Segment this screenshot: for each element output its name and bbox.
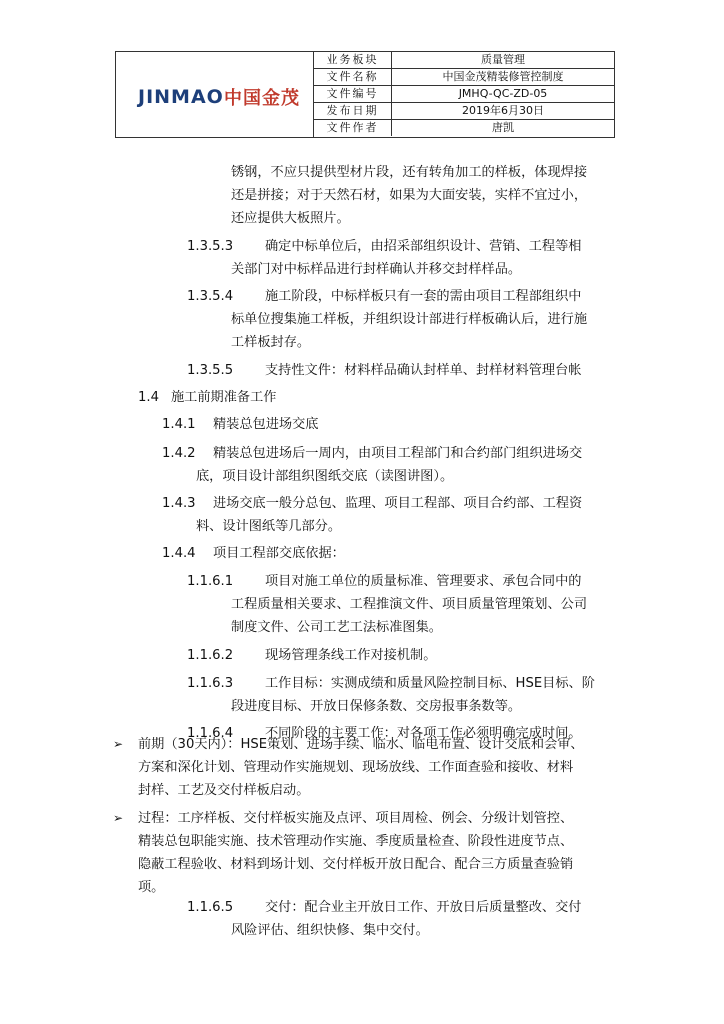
- section-number: 1.1.6.4: [187, 726, 234, 741]
- body-line: 进场交底一般分总包、监理、项目工程部、项目合约部、工程资: [213, 496, 583, 511]
- meta-value: 中国金茂精装修管控制度: [442, 70, 564, 83]
- jinmao-logo-chinese: 中国金茂: [224, 88, 300, 109]
- body-line: 底，项目设计部组织图纸交底（读图讲图）。: [196, 469, 454, 484]
- body-line: 工样板封存。: [231, 335, 311, 350]
- body-line: 关部门对中标样品进行封样确认并移交封样样品。: [231, 262, 522, 277]
- section-number: 1.4.1: [162, 417, 196, 432]
- body-line: 过程：工序样板、交付样板实施及点评、项目周检、例会、分级计划管控、: [138, 811, 574, 826]
- body-line: 隐蔽工程验收、材料到场计划、交付样板开放日配合、配合三方质量查验销: [138, 857, 574, 872]
- section-number: 1.1.6.5: [187, 900, 234, 915]
- body-line: 工程质量相关要求、工程推演文件、项目质量管理策划、公司: [231, 597, 588, 612]
- section-number: 1.3.5.5: [187, 363, 234, 378]
- body-line: 锈钢，不应只提供型材片段，还有转角加工的样板，体现焊接: [231, 165, 588, 180]
- arrow-bullet-icon: ➢: [113, 811, 124, 825]
- meta-label: 文件名称: [314, 69, 392, 85]
- body-line: 风险评估、组织快修、集中交付。: [231, 923, 429, 938]
- meta-label: 业务板块: [314, 52, 392, 68]
- section-number: 1.1.6.2: [187, 648, 234, 663]
- meta-value: 质量管理: [481, 53, 525, 66]
- section-number: 1.4.4: [162, 546, 196, 561]
- meta-row-docnumber: [314, 86, 614, 103]
- body-line: 还是拼接；对于天然石材，如果为大面安装，实样不宜过小，: [231, 188, 588, 203]
- arrow-bullet-icon: ➢: [113, 737, 124, 751]
- meta-value: 唐凯: [492, 121, 514, 134]
- section-number: 1.4: [138, 390, 159, 405]
- body-line: 封样、工艺及交付样板启动。: [138, 783, 310, 798]
- document-header-table: [115, 51, 615, 138]
- section-heading: 施工前期准备工作: [171, 390, 277, 405]
- meta-row-business: [314, 52, 614, 69]
- meta-value: 2019年6月30日: [462, 104, 544, 117]
- body-line: 现场管理条线工作对接机制。: [265, 648, 437, 663]
- meta-label: 文件作者: [314, 120, 392, 136]
- body-line: 精装总包职能实施、技术管理动作实施、季度质量检查、阶段性进度节点、: [138, 834, 574, 849]
- meta-row-filename: [314, 69, 614, 86]
- body-line: 段进度目标、开放日保修条数、交房报事条数等。: [231, 699, 522, 714]
- body-line: 方案和深化计划、管理动作实施规划、现场放线、工作面查验和接收、材料: [138, 760, 574, 775]
- meta-row-author: [314, 120, 614, 137]
- body-line: 精装总包进场交底: [213, 417, 319, 432]
- body-line: 制度文件、公司工艺工法标准图集。: [231, 620, 442, 635]
- body-line: 前期（30天内）：HSE策划、进场手续、临水、临电布置、设计交底和会审、: [138, 737, 584, 752]
- meta-value: JMHQ-QC-ZD-05: [458, 87, 548, 100]
- meta-row-date: [314, 103, 614, 120]
- section-number: 1.3.5.4: [187, 289, 234, 304]
- body-line: 不同阶段的主要工作：对各项工作必须明确完成时间。: [265, 726, 582, 741]
- section-number: 1.3.5.3: [187, 239, 234, 254]
- jinmao-logo-text: JINMAO: [138, 86, 224, 108]
- meta-label: 文件编号: [314, 86, 392, 102]
- section-number: 1.1.6.3: [187, 676, 234, 691]
- body-line: 标单位搜集施工样板，并组织设计部进行样板确认后，进行施: [231, 312, 588, 327]
- body-line: 项。: [138, 880, 165, 895]
- meta-label: 发布日期: [314, 103, 392, 119]
- section-number: 1.1.6.1: [187, 574, 234, 589]
- body-line: 确定中标单位后，由招采部组织设计、营销、工程等相: [265, 239, 582, 254]
- body-line: 精装总包进场后一周内，由项目工程部门和合约部门组织进场交: [213, 446, 583, 461]
- body-line: 交付：配合业主开放日工作、开放日后质量整改、交付: [265, 900, 582, 915]
- body-line: 支持性文件：材料样品确认封样单、封样材料管理台帐: [265, 363, 582, 378]
- body-line: 还应提供大板照片。: [231, 211, 350, 226]
- body-line: 工作目标：实测成绩和质量风险控制目标、HSE目标、阶: [265, 676, 595, 691]
- body-line: 项目对施工单位的质量标准、管理要求、承包合同中的: [265, 574, 582, 589]
- body-line: 料、设计图纸等几部分。: [196, 519, 342, 534]
- logo-cell: [116, 52, 314, 137]
- section-number: 1.4.2: [162, 446, 196, 461]
- body-line: 施工阶段，中标样板只有一套的需由项目工程部组织中: [265, 289, 582, 304]
- section-number: 1.4.3: [162, 496, 196, 511]
- body-line: 项目工程部交底依据：: [213, 546, 345, 561]
